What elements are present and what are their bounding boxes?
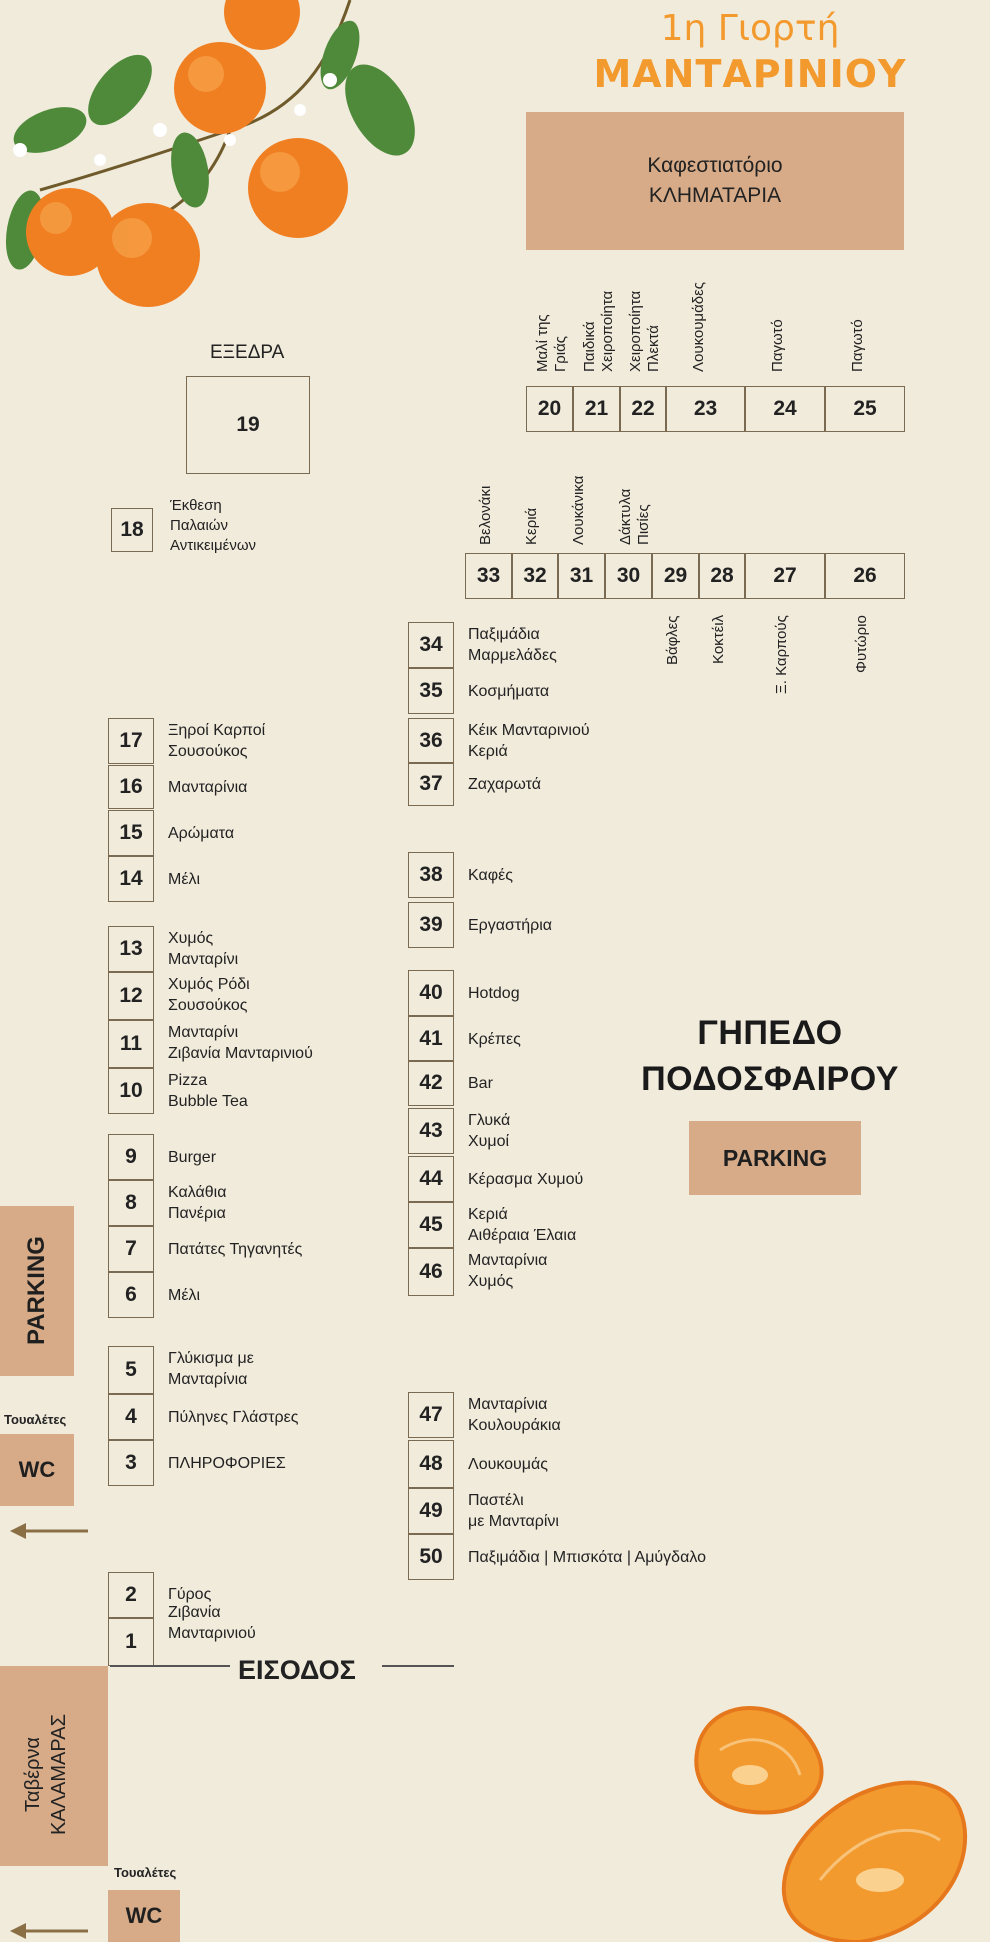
parking-right: PARKING bbox=[689, 1121, 861, 1195]
stall-box-11: 11 bbox=[108, 1020, 154, 1068]
stall-label-46: Μανταρίνια Χυμός bbox=[468, 1252, 548, 1290]
stall-box-41: 41 bbox=[408, 1016, 454, 1062]
exedra-box: 19 bbox=[186, 376, 310, 474]
stall-box-34: 34 bbox=[408, 622, 454, 668]
stall-box-10: 10 bbox=[108, 1068, 154, 1114]
stall-label-45: Κεριά Αιθέραια Έλαια bbox=[468, 1206, 577, 1244]
stall-label-47: Μανταρίνια Κουλουράκια bbox=[468, 1396, 561, 1434]
left-arrow-icon bbox=[10, 1520, 90, 1542]
field-line2: ΠΟΔΟΣΦΑΙΡΟΥ bbox=[641, 1060, 899, 1098]
stall-box-45: 45 bbox=[408, 1202, 454, 1248]
stall-box-35: 35 bbox=[408, 668, 454, 714]
left-arrow-icon bbox=[10, 1920, 90, 1942]
stall-box-30: 30 bbox=[605, 553, 652, 599]
stall-box-28: 28 bbox=[699, 553, 745, 599]
stall-label-1: Ζιβανία Μανταρινιού bbox=[168, 1604, 256, 1642]
stall-box-44: 44 bbox=[408, 1156, 454, 1202]
toilets-label-1: Τουαλέτες bbox=[4, 1412, 67, 1427]
cafe-klimataria bbox=[526, 112, 904, 250]
stall-box-2: 2 bbox=[108, 1572, 154, 1618]
stall-label-2: Γύρος bbox=[168, 1586, 212, 1603]
stall-label-14: Μέλι bbox=[168, 871, 201, 888]
cafe-line1: Καφεστιατόριο bbox=[647, 154, 783, 177]
taverna-line2: ΚΑΛΑΜΑΡΑΣ bbox=[48, 1714, 70, 1836]
stall-box-26: 26 bbox=[825, 553, 905, 599]
stall-box-47: 47 bbox=[408, 1392, 454, 1438]
orange-branch-illustration bbox=[0, 0, 420, 310]
stall-box-36: 36 bbox=[408, 718, 454, 764]
stall-label-37: Ζαχαρωτά bbox=[468, 776, 541, 793]
stall-label-42: Bar bbox=[468, 1075, 493, 1092]
stall-label-48: Λουκουμάς bbox=[468, 1456, 548, 1473]
entrance-line-right bbox=[382, 1665, 454, 1667]
stall-label-30: Δάκτυλα Πισίες bbox=[616, 488, 652, 545]
stall-label-34: Παξιμάδια Μαρμελάδες bbox=[468, 626, 557, 664]
stall-label-36: Κέικ Μανταρινιού Κεριά bbox=[468, 722, 590, 760]
stall-label-15: Αρώματα bbox=[168, 825, 235, 842]
festival-title-line1: 1η Γιορτή bbox=[660, 8, 840, 49]
stall-18-box: 18 bbox=[111, 508, 153, 552]
mandarin-slices-illustration bbox=[680, 1680, 990, 1942]
stall-label-25: Παγωτό bbox=[849, 319, 866, 372]
taverna-line1: Ταβέρνα bbox=[22, 1737, 44, 1813]
stall-label-43: Γλυκά Χυμοί bbox=[468, 1112, 511, 1150]
stall-box-1: 1 bbox=[108, 1618, 154, 1666]
stall-box-3: 3 bbox=[108, 1440, 154, 1486]
stall-label-5: Γλύκισμα με Μανταρίνια bbox=[168, 1350, 254, 1388]
stall-box-33: 33 bbox=[465, 553, 512, 599]
stall-label-7: Πατάτες Τηγανητές bbox=[168, 1241, 303, 1258]
stall-label-24: Παγωτό bbox=[769, 319, 786, 372]
stall-box-43: 43 bbox=[408, 1108, 454, 1154]
stall-box-27: 27 bbox=[745, 553, 825, 599]
stall-box-31: 31 bbox=[558, 553, 605, 599]
stall-box-9: 9 bbox=[108, 1134, 154, 1180]
stall-label-11: Μανταρίνι Ζιβανία Μανταρινιού bbox=[168, 1024, 313, 1062]
stall-label-13: Χυμός Μανταρίνι bbox=[168, 930, 239, 968]
stall-box-14: 14 bbox=[108, 856, 154, 902]
stall-box-24: 24 bbox=[745, 386, 825, 432]
stall-box-16: 16 bbox=[108, 765, 154, 809]
stall-label-4: Πύληνες Γλάστρες bbox=[168, 1409, 299, 1426]
parking-left: PARKING bbox=[0, 1206, 74, 1376]
stall-box-39: 39 bbox=[408, 902, 454, 948]
stall-box-29: 29 bbox=[652, 553, 699, 599]
stall-label-44: Κέρασμα Χυμού bbox=[468, 1171, 584, 1188]
stall-label-27: Ξ. Καρπούς bbox=[773, 615, 790, 694]
stall-box-37: 37 bbox=[408, 762, 454, 806]
stall-box-40: 40 bbox=[408, 970, 454, 1016]
taverna-label bbox=[20, 1700, 72, 1850]
stall-label-50: Παξιμάδια | Μπισκότα | Αμύγδαλο bbox=[468, 1549, 706, 1566]
stall-label-16: Μανταρίνια bbox=[168, 779, 248, 796]
stall-box-46: 46 bbox=[408, 1248, 454, 1296]
stall-box-38: 38 bbox=[408, 852, 454, 898]
stall-box-23: 23 bbox=[666, 386, 745, 432]
cafe-line2: ΚΛΗΜΑΤΑΡΙΑ bbox=[648, 184, 782, 207]
wc-box-1: WC bbox=[0, 1434, 74, 1506]
field-line1: ΓΗΠΕΔΟ bbox=[697, 1014, 843, 1052]
stall-label-17: Ξηροί Καρποί Σουσούκος bbox=[168, 722, 266, 760]
stall-box-20: 20 bbox=[526, 386, 573, 432]
stall-box-25: 25 bbox=[825, 386, 905, 432]
stall-box-15: 15 bbox=[108, 810, 154, 856]
stall-label-33: Βελονάκι bbox=[476, 485, 494, 545]
festival-title-line2: ΜΑΝΤΑΡΙΝΙΟΥ bbox=[593, 52, 907, 96]
stall-box-12: 12 bbox=[108, 972, 154, 1020]
stall-label-28: Κοκτέιλ bbox=[710, 615, 727, 665]
stall-label-9: Burger bbox=[168, 1149, 217, 1166]
stall-box-21: 21 bbox=[573, 386, 620, 432]
stall-label-22: Χειροποίητα Πλεκτά bbox=[627, 290, 662, 372]
stall-box-4: 4 bbox=[108, 1394, 154, 1440]
stall-label-12: Χυμός Ρόδι Σουσούκος bbox=[168, 976, 250, 1014]
stall-box-22: 22 bbox=[620, 386, 666, 432]
stall-label-31: Λουκάνικα bbox=[569, 475, 587, 545]
stall-label-38: Καφές bbox=[468, 867, 513, 884]
stall-18-label: Έκθεση Παλαιών Αντικειμένων bbox=[170, 497, 257, 554]
entrance-line-left bbox=[110, 1665, 230, 1667]
stall-box-50: 50 bbox=[408, 1534, 454, 1580]
stall-label-35: Κοσμήματα bbox=[468, 683, 550, 700]
stall-box-7: 7 bbox=[108, 1226, 154, 1272]
stall-box-8: 8 bbox=[108, 1180, 154, 1226]
stall-label-29: Βάφλες bbox=[663, 615, 681, 665]
stall-label-49: Παστέλι με Μανταρίνι bbox=[468, 1492, 559, 1530]
stall-label-39: Εργαστήρια bbox=[468, 917, 553, 934]
stall-label-41: Κρέπες bbox=[468, 1031, 521, 1048]
stall-box-13: 13 bbox=[108, 926, 154, 972]
football-field-label bbox=[620, 1010, 920, 1102]
stall-label-3: ΠΛΗΡΟΦΟΡΙΕΣ bbox=[168, 1455, 286, 1472]
stall-label-8: Καλάθια Πανέρια bbox=[168, 1184, 227, 1222]
stall-box-6: 6 bbox=[108, 1272, 154, 1318]
wc-box-2: WC bbox=[108, 1890, 180, 1942]
entrance-label: ΕΙΣΟΔΟΣ bbox=[238, 1655, 356, 1685]
stall-box-48: 48 bbox=[408, 1440, 454, 1488]
stall-label-26: Φυτώριο bbox=[853, 615, 870, 673]
toilets-label-2: Τουαλέτες bbox=[114, 1865, 177, 1880]
stall-label-10: Pizza Bubble Tea bbox=[168, 1072, 248, 1110]
stall-box-5: 5 bbox=[108, 1346, 154, 1394]
exedra-title: ΕΞΕΔΡΑ bbox=[210, 342, 285, 363]
stall-box-42: 42 bbox=[408, 1060, 454, 1106]
stall-box-32: 32 bbox=[512, 553, 558, 599]
stall-label-32: Κεριά bbox=[523, 507, 540, 545]
stall-box-17: 17 bbox=[108, 718, 154, 764]
stall-label-40: Hotdog bbox=[468, 985, 520, 1002]
stall-label-21: Παιδικά Χειροποίητα bbox=[580, 290, 616, 372]
stall-label-6: Μέλι bbox=[168, 1287, 201, 1304]
stall-box-49: 49 bbox=[408, 1488, 454, 1534]
stall-label-23: Λουκουμάδες bbox=[689, 281, 707, 372]
stall-label-20: Μαλί της Γριάς bbox=[533, 314, 569, 372]
